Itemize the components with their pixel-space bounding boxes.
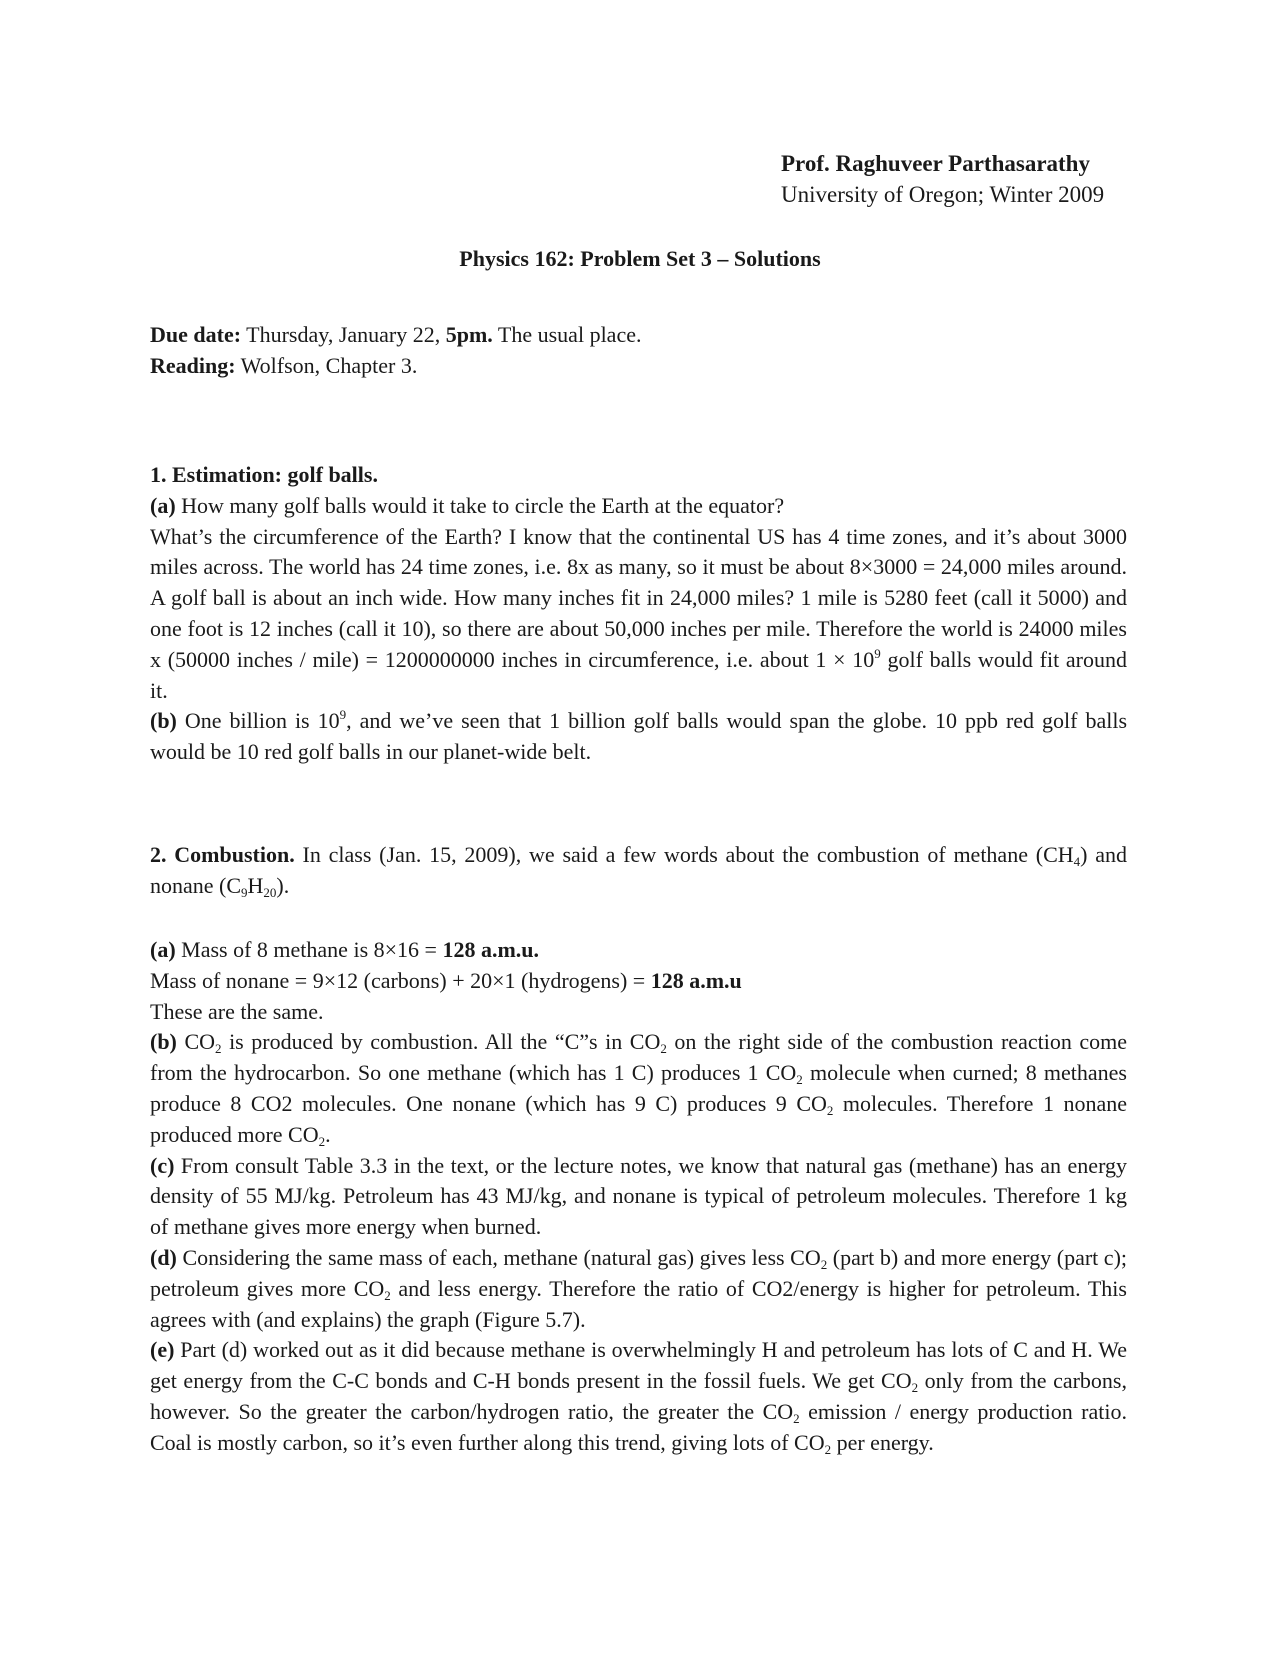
answer-text: . xyxy=(325,1121,331,1147)
answer-text: One billion is 10 xyxy=(184,708,340,734)
problem-2-intro xyxy=(150,840,1127,902)
part-e-label: (e) xyxy=(150,1337,175,1363)
part-c-label: (c) xyxy=(150,1152,175,1178)
problem-2e-answer xyxy=(150,1335,1127,1458)
answer-text: Part (d) worked out as it did because methane is overwhelmingly H and petroleum has lots of C and H. We get energy from the C-C bonds and C-H bonds present in the fossil fuels. We get CO xyxy=(150,1337,1127,1394)
problem-2a-line-3 xyxy=(150,997,1127,1028)
document-title: Physics 162: Problem Set 3 – Solutions xyxy=(459,246,821,271)
answer-text: emission / energy production ratio. Coal is mostly carbon, so it’s even further along this trend, giving lots of CO xyxy=(150,1398,1127,1455)
affiliation: University of Oregon; Winter 2009 xyxy=(781,182,1105,207)
answer-text: molecule when curned; 8 methanes produce 8 CO2 molecules. One nonane (which has 9 C) produces 9 CO xyxy=(150,1060,1127,1116)
answer-text: only from the carbons, however. So the greater the carbon/hydrogen ratio, the greater the CO xyxy=(150,1368,1127,1424)
subscript: 2 xyxy=(796,1072,803,1088)
assignment-meta xyxy=(150,320,1127,382)
answer-text: on the right side of the combustion reaction come from the hydrocarbon. So one methane (which has 1 C) produces 1 CO xyxy=(150,1029,1128,1086)
part-d-label: (d) xyxy=(150,1244,177,1270)
subscript: 2 xyxy=(820,1256,828,1272)
reading-text: Wolfson, Chapter 3. xyxy=(240,352,418,378)
exponent: 9 xyxy=(339,707,347,723)
problem-2d-answer xyxy=(150,1243,1127,1335)
subscript: 2 xyxy=(215,1041,222,1057)
answer-text: is produced by combustion. All the “C”s in CO xyxy=(221,1029,661,1055)
intro-text: ). xyxy=(276,872,290,898)
subscript: 2 xyxy=(824,1441,832,1457)
subscript: 2 xyxy=(318,1133,326,1149)
part-a-label: (a) xyxy=(150,492,176,518)
answer-value: 128 a.m.u xyxy=(650,967,742,993)
answer-text: and less energy. Therefore the ratio of CO2/energy is higher for petroleum. This agrees with (and explains) the graph (Figure 5.7). xyxy=(150,1275,1127,1332)
answer-text: These are the same. xyxy=(150,998,324,1024)
problem-2a-line-1 xyxy=(150,935,1127,966)
subscript: 2 xyxy=(911,1380,919,1396)
due-time: 5pm. xyxy=(445,322,493,347)
subscript: 2 xyxy=(793,1410,800,1426)
subscript: 2 xyxy=(384,1287,391,1303)
problem-1a-question xyxy=(150,491,1127,522)
subscript: 4 xyxy=(1073,854,1081,869)
answer-text: , and we’ve seen that 1 billion golf balls would span the globe. 10 ppb red golf balls would be 10 red golf balls in our planet-wide belt. xyxy=(150,708,1128,765)
problem-2b-answer xyxy=(150,1027,1127,1150)
subscript: 2 xyxy=(660,1041,667,1057)
intro-text: In class (Jan. 15, 2009), we said a few words about the combustion of methane (CH xyxy=(302,842,1074,867)
due-date-line xyxy=(150,320,1127,351)
reading-label: Reading: xyxy=(150,352,236,378)
answer-text: CO xyxy=(184,1029,216,1055)
part-b-label: (b) xyxy=(150,708,177,734)
answer-text: Considering the same mass of each, methane (natural gas) gives less CO xyxy=(182,1244,821,1270)
answer-text: Mass of 8 methane is 8×16 = xyxy=(181,937,437,962)
part-b-label: (b) xyxy=(150,1029,177,1055)
problem-1-heading: 1. Estimation: golf balls. xyxy=(150,462,378,487)
part-a-label: (a) xyxy=(150,937,176,962)
problem-1 xyxy=(150,460,1127,768)
exponent: 9 xyxy=(874,645,881,661)
author-name: Prof. Raghuveer Parthasarathy xyxy=(781,151,1090,176)
subscript: 2 xyxy=(826,1102,834,1118)
answer-text: From consult Table 3.3 in the text, or the lecture notes, we know that natural gas (methane) has an energy density of 55 MJ/kg. Petroleum has 43 MJ/kg, and nonane is typical of petroleum molecules. Therefore 1 kg of methane gives more energy when burned. xyxy=(150,1152,1127,1240)
subscript: 20 xyxy=(263,884,277,900)
problem-2-parts xyxy=(150,935,1127,1459)
subscript: 9 xyxy=(241,884,248,900)
due-place: The usual place. xyxy=(497,322,642,347)
answer-text: Mass of nonane = 9×12 (carbons) + 20×1 (hydrogens) = xyxy=(150,967,646,993)
problem-2a-line-2 xyxy=(150,966,1127,997)
problem-2c-answer xyxy=(150,1151,1127,1243)
reading-line xyxy=(150,351,1127,382)
due-date-text: Thursday, January 22, xyxy=(246,322,441,347)
problem-1b-answer xyxy=(150,706,1127,768)
intro-text: ) and nonane (C xyxy=(150,842,1128,898)
author-header xyxy=(781,148,1104,210)
answer-value: 128 a.m.u. xyxy=(442,937,540,962)
answer-text: per energy. xyxy=(831,1429,934,1455)
answer-text: molecules. Therefore 1 nonane produced more CO xyxy=(150,1090,1127,1147)
answer-text: What’s the circumference of the Earth? I know that the continental US has 4 time zones, and it’s about 3000 miles across. The world has 24 time zones, i.e. 8x as many, so it must be about 8×3000 = 24,000 miles around. A golf ball is about an inch wide. How many inches fit in 24,000 miles? 1 mile is 5280 feet (call it 5000) and one foot is 12 inches (call it 10), so there are about 50,000 inches per mile. Therefore the world is 24000 miles x (50000 inches / mile) = 1200000000 inches in circumference, i.e. about 1 × 10 xyxy=(150,523,1127,672)
due-date-label: Due date: xyxy=(150,322,242,347)
intro-text: H xyxy=(247,872,264,898)
answer-end: golf balls would fit around it. xyxy=(150,646,1127,703)
problem-1a-answer xyxy=(150,522,1127,707)
question-text: How many golf balls would it take to circle the Earth at the equator? xyxy=(181,492,785,518)
problem-2-heading: 2. Combustion. xyxy=(150,842,295,867)
answer-text: (part b) and more energy (part c); petroleum gives more CO xyxy=(150,1244,1128,1301)
